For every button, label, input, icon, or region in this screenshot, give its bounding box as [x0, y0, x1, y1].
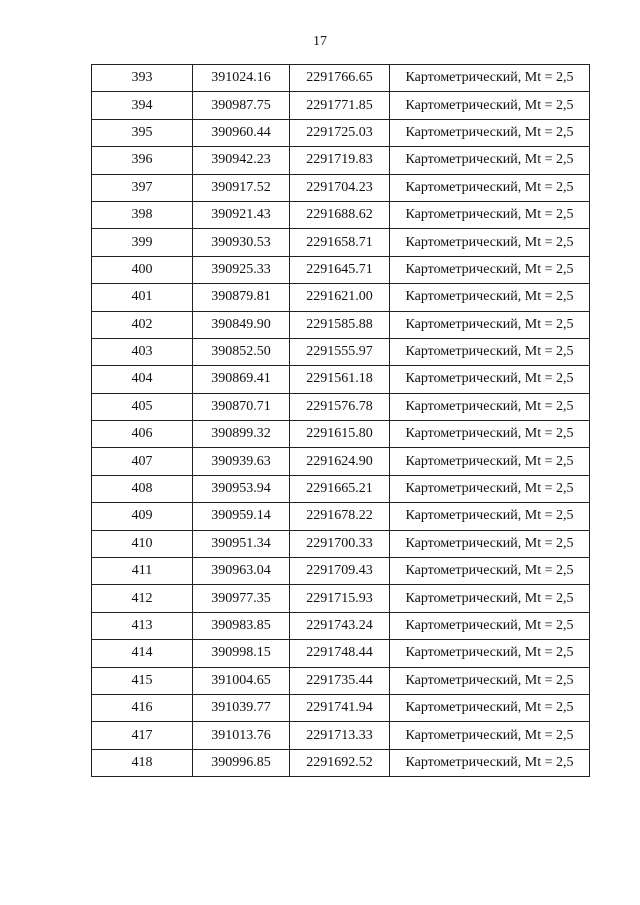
- y-coordinate-cell: 2291692.52: [290, 749, 390, 776]
- x-coordinate-cell: 390987.75: [193, 92, 290, 119]
- method-cell: Картометрический, Mt = 2,5: [390, 201, 590, 228]
- y-coordinate-cell: 2291678.22: [290, 503, 390, 530]
- method-cell: Картометрический, Mt = 2,5: [390, 558, 590, 585]
- method-cell: Картометрический, Mt = 2,5: [390, 119, 590, 146]
- table-row: [92, 667, 590, 694]
- point-number-cell: 416: [92, 694, 193, 721]
- point-number-cell: 394: [92, 92, 193, 119]
- table-row: [92, 749, 590, 776]
- point-number-cell: 418: [92, 749, 193, 776]
- y-coordinate-cell: 2291719.83: [290, 147, 390, 174]
- method-cell: Картометрический, Mt = 2,5: [390, 530, 590, 557]
- y-coordinate-cell: 2291725.03: [290, 119, 390, 146]
- point-number-cell: 417: [92, 722, 193, 749]
- x-coordinate-cell: 390870.71: [193, 393, 290, 420]
- point-number-cell: 415: [92, 667, 193, 694]
- method-cell: Картометрический, Mt = 2,5: [390, 585, 590, 612]
- y-coordinate-cell: 2291735.44: [290, 667, 390, 694]
- x-coordinate-cell: 390925.33: [193, 256, 290, 283]
- method-cell: Картометрический, Mt = 2,5: [390, 722, 590, 749]
- x-coordinate-cell: 390879.81: [193, 284, 290, 311]
- table-row: [92, 256, 590, 283]
- table-row: [92, 694, 590, 721]
- page-number: 17: [313, 34, 327, 49]
- method-cell: Картометрический, Mt = 2,5: [390, 448, 590, 475]
- point-number-cell: 411: [92, 558, 193, 585]
- x-coordinate-cell: 390951.34: [193, 530, 290, 557]
- method-cell: Картометрический, Mt = 2,5: [390, 311, 590, 338]
- x-coordinate-cell: 390983.85: [193, 612, 290, 639]
- method-cell: Картометрический, Mt = 2,5: [390, 284, 590, 311]
- x-coordinate-cell: 391024.16: [193, 65, 290, 92]
- table-row: [92, 366, 590, 393]
- x-coordinate-cell: 390917.52: [193, 174, 290, 201]
- method-cell: Картометрический, Mt = 2,5: [390, 694, 590, 721]
- table-row: [92, 421, 590, 448]
- y-coordinate-cell: 2291743.24: [290, 612, 390, 639]
- y-coordinate-cell: 2291713.33: [290, 722, 390, 749]
- y-coordinate-cell: 2291645.71: [290, 256, 390, 283]
- method-cell: Картометрический, Mt = 2,5: [390, 667, 590, 694]
- x-coordinate-cell: 390942.23: [193, 147, 290, 174]
- table-row: [92, 585, 590, 612]
- x-coordinate-cell: 390998.15: [193, 640, 290, 667]
- point-number-cell: 395: [92, 119, 193, 146]
- point-number-cell: 396: [92, 147, 193, 174]
- x-coordinate-cell: 390996.85: [193, 749, 290, 776]
- point-number-cell: 393: [92, 65, 193, 92]
- x-coordinate-cell: 390939.63: [193, 448, 290, 475]
- y-coordinate-cell: 2291709.43: [290, 558, 390, 585]
- y-coordinate-cell: 2291748.44: [290, 640, 390, 667]
- method-cell: Картометрический, Mt = 2,5: [390, 338, 590, 365]
- x-coordinate-cell: 391013.76: [193, 722, 290, 749]
- point-number-cell: 408: [92, 475, 193, 502]
- y-coordinate-cell: 2291766.65: [290, 65, 390, 92]
- method-cell: Картометрический, Mt = 2,5: [390, 229, 590, 256]
- table-row: [92, 338, 590, 365]
- y-coordinate-cell: 2291715.93: [290, 585, 390, 612]
- method-cell: Картометрический, Mt = 2,5: [390, 147, 590, 174]
- point-number-cell: 405: [92, 393, 193, 420]
- point-number-cell: 410: [92, 530, 193, 557]
- point-number-cell: 413: [92, 612, 193, 639]
- table-row: [92, 558, 590, 585]
- point-number-cell: 397: [92, 174, 193, 201]
- point-number-cell: 401: [92, 284, 193, 311]
- x-coordinate-cell: 390852.50: [193, 338, 290, 365]
- y-coordinate-cell: 2291621.00: [290, 284, 390, 311]
- x-coordinate-cell: 390849.90: [193, 311, 290, 338]
- x-coordinate-cell: 390930.53: [193, 229, 290, 256]
- table-row: [92, 530, 590, 557]
- y-coordinate-cell: 2291688.62: [290, 201, 390, 228]
- y-coordinate-cell: 2291700.33: [290, 530, 390, 557]
- x-coordinate-cell: 390977.35: [193, 585, 290, 612]
- table-row: [92, 612, 590, 639]
- y-coordinate-cell: 2291658.71: [290, 229, 390, 256]
- x-coordinate-cell: 390899.32: [193, 421, 290, 448]
- table-row: [92, 92, 590, 119]
- point-number-cell: 402: [92, 311, 193, 338]
- method-cell: Картометрический, Mt = 2,5: [390, 503, 590, 530]
- table-row: [92, 284, 590, 311]
- table-row: [92, 640, 590, 667]
- table-row: [92, 229, 590, 256]
- point-number-cell: 398: [92, 201, 193, 228]
- method-cell: Картометрический, Mt = 2,5: [390, 174, 590, 201]
- method-cell: Картометрический, Mt = 2,5: [390, 475, 590, 502]
- y-coordinate-cell: 2291704.23: [290, 174, 390, 201]
- table-row: [92, 119, 590, 146]
- y-coordinate-cell: 2291624.90: [290, 448, 390, 475]
- method-cell: Картометрический, Mt = 2,5: [390, 92, 590, 119]
- point-number-cell: 414: [92, 640, 193, 667]
- point-number-cell: 404: [92, 366, 193, 393]
- point-number-cell: 400: [92, 256, 193, 283]
- method-cell: Картометрический, Mt = 2,5: [390, 640, 590, 667]
- table-body: [92, 65, 590, 777]
- table-row: [92, 503, 590, 530]
- method-cell: Картометрический, Mt = 2,5: [390, 393, 590, 420]
- table-row: [92, 393, 590, 420]
- table-row: [92, 475, 590, 502]
- point-number-cell: 406: [92, 421, 193, 448]
- x-coordinate-cell: 390960.44: [193, 119, 290, 146]
- y-coordinate-cell: 2291615.80: [290, 421, 390, 448]
- x-coordinate-cell: 390963.04: [193, 558, 290, 585]
- table-row: [92, 147, 590, 174]
- table-row: [92, 311, 590, 338]
- y-coordinate-cell: 2291585.88: [290, 311, 390, 338]
- method-cell: Картометрический, Mt = 2,5: [390, 421, 590, 448]
- table-row: [92, 722, 590, 749]
- x-coordinate-cell: 390953.94: [193, 475, 290, 502]
- point-number-cell: 409: [92, 503, 193, 530]
- x-coordinate-cell: 391039.77: [193, 694, 290, 721]
- y-coordinate-cell: 2291555.97: [290, 338, 390, 365]
- table-row: [92, 174, 590, 201]
- y-coordinate-cell: 2291771.85: [290, 92, 390, 119]
- table-row: [92, 65, 590, 92]
- method-cell: Картометрический, Mt = 2,5: [390, 749, 590, 776]
- point-number-cell: 403: [92, 338, 193, 365]
- y-coordinate-cell: 2291741.94: [290, 694, 390, 721]
- x-coordinate-cell: 390921.43: [193, 201, 290, 228]
- point-number-cell: 399: [92, 229, 193, 256]
- x-coordinate-cell: 390959.14: [193, 503, 290, 530]
- y-coordinate-cell: 2291576.78: [290, 393, 390, 420]
- method-cell: Картометрический, Mt = 2,5: [390, 612, 590, 639]
- method-cell: Картометрический, Mt = 2,5: [390, 366, 590, 393]
- y-coordinate-cell: 2291665.21: [290, 475, 390, 502]
- table-row: [92, 448, 590, 475]
- coordinates-table: [91, 64, 590, 777]
- point-number-cell: 407: [92, 448, 193, 475]
- table-row: [92, 201, 590, 228]
- point-number-cell: 412: [92, 585, 193, 612]
- y-coordinate-cell: 2291561.18: [290, 366, 390, 393]
- method-cell: Картометрический, Mt = 2,5: [390, 65, 590, 92]
- x-coordinate-cell: 391004.65: [193, 667, 290, 694]
- method-cell: Картометрический, Mt = 2,5: [390, 256, 590, 283]
- x-coordinate-cell: 390869.41: [193, 366, 290, 393]
